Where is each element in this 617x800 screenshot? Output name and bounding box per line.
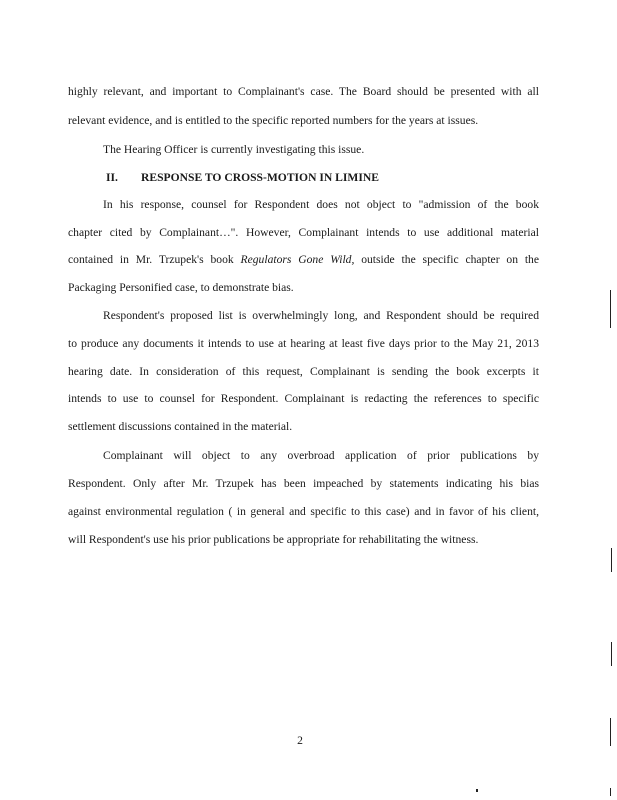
text-line: In his response, counsel for Respondent does not object to "admission of the book	[103, 198, 539, 211]
scan-margin-mark	[611, 642, 612, 666]
text-segment: outside the specific chapter on the	[354, 253, 540, 266]
text-line: The Hearing Officer is currently investigating this issue.	[103, 143, 365, 156]
page-number: 2	[297, 734, 303, 747]
scan-margin-mark	[611, 548, 612, 572]
text-line: settlement discussions contained in the material.	[68, 420, 293, 433]
text-line: Complainant will object to any overbroad application of prior publications by	[103, 449, 539, 462]
text-line: Respondent. Only after Mr. Trzupek has been impeached by statements indicating his bias	[68, 477, 539, 490]
section-number: II.	[106, 171, 118, 184]
text-line: against environmental regulation ( in general and specific to this case) and in favor of his client,	[68, 505, 539, 518]
scan-speck	[476, 789, 478, 792]
scan-margin-mark	[610, 718, 611, 746]
text-line: intends to use to counsel for Respondent. Complainant is redacting the references to specific	[68, 392, 539, 405]
text-line: will Respondent's use his prior publications be appropriate for rehabilitating the witness.	[68, 533, 479, 546]
text-segment: contained in Mr. Trzupek's book	[68, 253, 241, 266]
text-line: highly relevant, and important to Complainant's case. The Board should be presented with all	[68, 85, 539, 98]
scan-margin-mark	[610, 290, 611, 328]
scan-margin-mark	[610, 788, 611, 796]
text-line: Packaging Personified case, to demonstrate bias.	[68, 281, 294, 294]
text-line: relevant evidence, and is entitled to the specific reported numbers for the years at issues.	[68, 114, 479, 127]
text-line: chapter cited by Complainant…". However, Complainant intends to use additional material	[68, 226, 539, 239]
text-line: to produce any documents it intends to use at hearing at least five days prior to the May 21, 2013	[68, 337, 539, 350]
section-heading: RESPONSE TO CROSS-MOTION IN LIMINE	[141, 171, 379, 184]
text-line: hearing date. In consideration of this request, Complainant is sending the book excerpts it	[68, 365, 539, 378]
text-line	[68, 253, 539, 267]
text-line: Respondent's proposed list is overwhelmingly long, and Respondent should be required	[103, 309, 539, 322]
book-title: Regulators Gone Wild,	[240, 253, 355, 266]
